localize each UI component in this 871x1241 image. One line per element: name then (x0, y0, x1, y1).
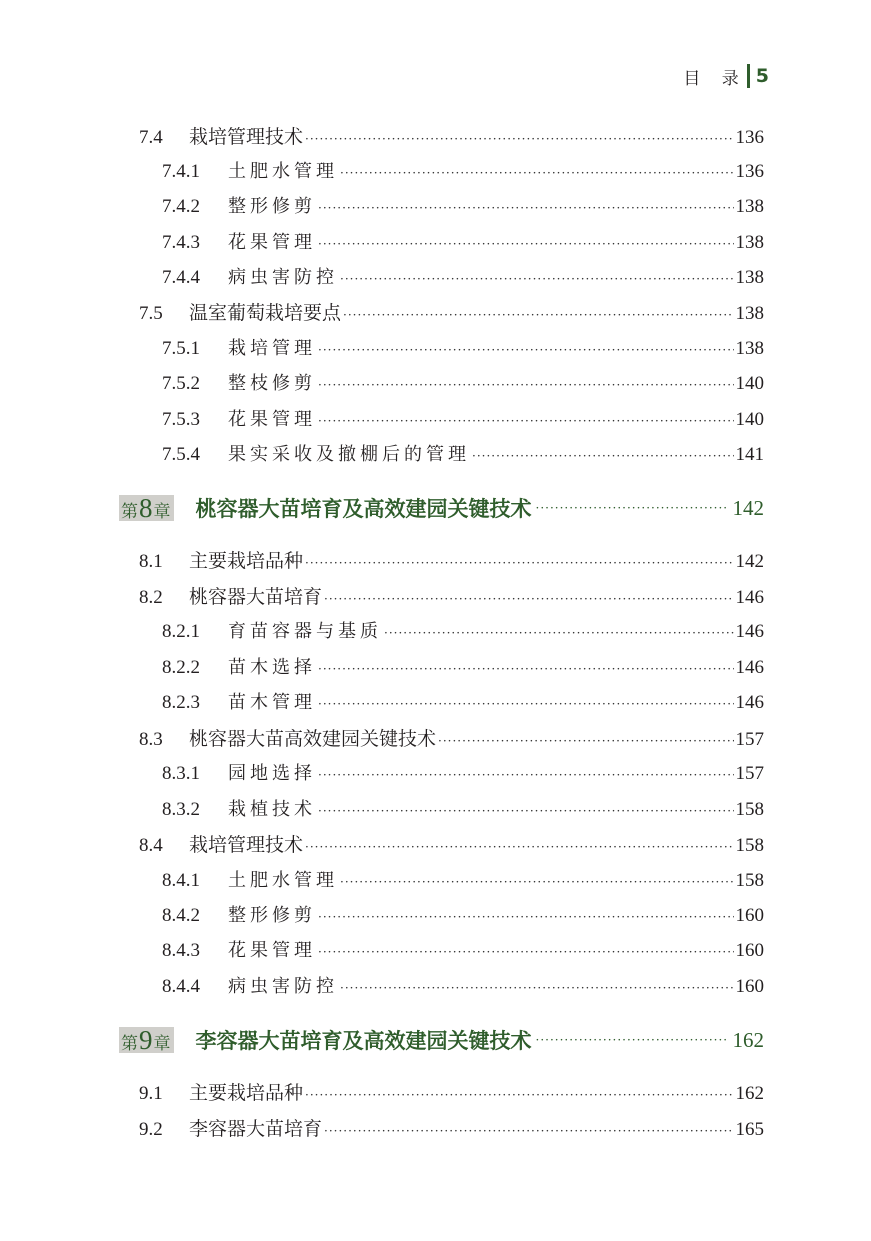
dot-leader (318, 414, 734, 428)
chapter-number: 9 (139, 1025, 153, 1055)
entry-page-number: 158 (735, 835, 764, 856)
entry-page-number: 165 (735, 1119, 764, 1140)
toc-section-entry (139, 298, 764, 325)
entry-number: 9.2 (139, 1119, 163, 1140)
entry-title: 栽植技术 (228, 799, 316, 820)
toc-section-entry (139, 830, 764, 857)
entry-page-number: 136 (735, 127, 764, 148)
dot-leader (384, 626, 734, 640)
toc-subsection-entry (162, 688, 764, 714)
dot-leader (305, 840, 733, 854)
entry-number: 7.5.1 (162, 338, 200, 359)
dot-leader (318, 343, 734, 357)
dot-leader (305, 132, 733, 146)
entry-page-number: 146 (735, 621, 764, 642)
entry-title: 花果管理 (228, 940, 316, 961)
toc-section-entry (139, 122, 764, 149)
entry-page-number: 140 (735, 409, 764, 430)
toc-subsection-entry (162, 369, 764, 395)
entry-page-number: 146 (735, 657, 764, 678)
entry-number: 7.5.3 (162, 409, 200, 430)
entry-page-number: 138 (735, 267, 764, 288)
entry-page-number: 141 (735, 444, 764, 465)
dot-leader (318, 697, 734, 711)
entry-number: 7.5.4 (162, 444, 200, 465)
entry-page-number: 158 (735, 799, 764, 820)
chapter-number-badge (119, 1027, 174, 1053)
entry-title: 苗木管理 (228, 692, 316, 713)
chapter-number: 8 (139, 493, 153, 523)
entry-title: 苗木选择 (228, 657, 316, 678)
entry-title: 整形修剪 (228, 196, 316, 217)
entry-page-number: 160 (735, 976, 764, 997)
chapter-title: 桃容器大苗培育及高效建园关键技术 (195, 497, 532, 521)
entry-page-number: 158 (735, 870, 764, 891)
entry-title: 病虫害防控 (228, 267, 338, 288)
entry-page-number: 160 (735, 905, 764, 926)
toc-subsection-entry (162, 972, 764, 998)
entry-number: 8.2 (139, 587, 163, 608)
dot-leader (324, 592, 733, 606)
entry-page-number: 140 (735, 373, 764, 394)
entry-title: 栽培管理技术 (189, 834, 304, 856)
running-head-divider (747, 64, 750, 88)
entry-number: 8.2.2 (162, 657, 200, 678)
entry-number: 7.4 (139, 127, 163, 148)
entry-page-number: 142 (735, 551, 764, 572)
entry-title: 栽培管理技术 (189, 126, 304, 148)
chapter-suffix: 章 (153, 1034, 171, 1054)
dot-leader (340, 981, 734, 995)
entry-title: 花果管理 (228, 409, 316, 430)
entry-title: 桃容器大苗高效建园关键技术 (189, 728, 437, 750)
toc-subsection-entry (162, 936, 764, 962)
entry-title: 栽培管理 (228, 338, 316, 359)
entry-title: 病虫害防控 (228, 976, 338, 997)
toc-section-entry (139, 546, 764, 573)
entry-title: 花果管理 (228, 232, 316, 253)
toc-subsection-entry (162, 192, 764, 218)
toc-subsection-entry (162, 263, 764, 289)
toc-chapter-entry (119, 493, 764, 523)
toc-subsection-entry (162, 653, 764, 679)
entry-number: 8.4.4 (162, 976, 200, 997)
entry-page-number: 138 (735, 232, 764, 253)
entry-page-number: 136 (735, 161, 764, 182)
running-head-label: 目 录 (683, 68, 747, 89)
toc-chapter-entry (119, 1025, 764, 1055)
entry-title: 主要栽培品种 (189, 550, 304, 572)
toc-subsection-entry (162, 334, 764, 360)
entry-number: 7.5 (139, 303, 163, 324)
dot-leader (318, 662, 734, 676)
entry-number: 8.1 (139, 551, 163, 572)
dot-leader (536, 1033, 729, 1047)
entry-number: 8.4.2 (162, 905, 200, 926)
entry-number: 7.4.1 (162, 161, 200, 182)
dot-leader (536, 501, 729, 515)
toc-subsection-entry (162, 866, 764, 892)
entry-page-number: 146 (735, 587, 764, 608)
entry-page-number: 157 (735, 763, 764, 784)
dot-leader (472, 449, 734, 463)
entry-number: 8.4.1 (162, 870, 200, 891)
dot-leader (340, 272, 734, 286)
entry-number: 8.3.1 (162, 763, 200, 784)
dot-leader (318, 768, 734, 782)
running-head (683, 62, 769, 90)
toc-subsection-entry (162, 228, 764, 254)
entry-number: 7.4.3 (162, 232, 200, 253)
entry-title: 果实采收及撤棚后的管理 (228, 444, 470, 465)
toc-section-entry (139, 1078, 764, 1105)
toc-subsection-entry (162, 405, 764, 431)
dot-leader (318, 237, 734, 251)
entry-page-number: 157 (735, 729, 764, 750)
entry-number: 9.1 (139, 1083, 163, 1104)
toc-subsection-entry (162, 440, 764, 466)
entry-number: 8.2.1 (162, 621, 200, 642)
entry-title: 李容器大苗培育 (189, 1118, 323, 1140)
entry-page-number: 162 (735, 1083, 764, 1104)
toc-subsection-entry (162, 157, 764, 183)
entry-number: 7.4.4 (162, 267, 200, 288)
toc-subsection-entry (162, 759, 764, 785)
toc-subsection-entry (162, 901, 764, 927)
toc-subsection-entry (162, 795, 764, 821)
dot-leader (318, 804, 734, 818)
chapter-suffix: 章 (153, 502, 171, 522)
toc-section-entry (139, 582, 764, 609)
dot-leader (305, 1088, 733, 1102)
entry-title: 园地选择 (228, 763, 316, 784)
entry-number: 8.4 (139, 835, 163, 856)
chapter-page-number: 142 (732, 495, 764, 520)
chapter-prefix: 第 (121, 502, 138, 522)
dot-leader (318, 378, 734, 392)
chapter-title: 李容器大苗培育及高效建园关键技术 (195, 1029, 532, 1053)
running-head-page-number: 5 (755, 65, 769, 87)
entry-title: 土肥水管理 (228, 870, 338, 891)
dot-leader (305, 556, 733, 570)
entry-number: 8.4.3 (162, 940, 200, 961)
entry-title: 桃容器大苗培育 (189, 586, 323, 608)
entry-number: 8.2.3 (162, 692, 200, 713)
entry-page-number: 146 (735, 692, 764, 713)
entry-title: 整形修剪 (228, 905, 316, 926)
chapter-prefix: 第 (121, 1034, 138, 1054)
entry-page-number: 160 (735, 940, 764, 961)
entry-title: 主要栽培品种 (189, 1082, 304, 1104)
dot-leader (324, 1124, 733, 1138)
dot-leader (318, 201, 734, 215)
entry-title: 整枝修剪 (228, 373, 316, 394)
toc-subsection-entry (162, 617, 764, 643)
toc-section-entry (139, 1114, 764, 1141)
entry-title: 土肥水管理 (228, 161, 338, 182)
entry-page-number: 138 (735, 338, 764, 359)
dot-leader (343, 308, 733, 322)
dot-leader (340, 875, 734, 889)
dot-leader (318, 945, 734, 959)
toc-section-entry (139, 724, 764, 751)
entry-page-number: 138 (735, 196, 764, 217)
entry-number: 7.4.2 (162, 196, 200, 217)
entry-number: 7.5.2 (162, 373, 200, 394)
entry-number: 8.3.2 (162, 799, 200, 820)
chapter-page-number: 162 (732, 1027, 764, 1052)
entry-title: 育苗容器与基质 (228, 621, 382, 642)
dot-leader (340, 166, 734, 180)
dot-leader (318, 910, 734, 924)
dot-leader (438, 734, 733, 748)
entry-title: 温室葡萄栽培要点 (189, 302, 342, 324)
chapter-number-badge (119, 495, 174, 521)
entry-page-number: 138 (735, 303, 764, 324)
entry-number: 8.3 (139, 729, 163, 750)
